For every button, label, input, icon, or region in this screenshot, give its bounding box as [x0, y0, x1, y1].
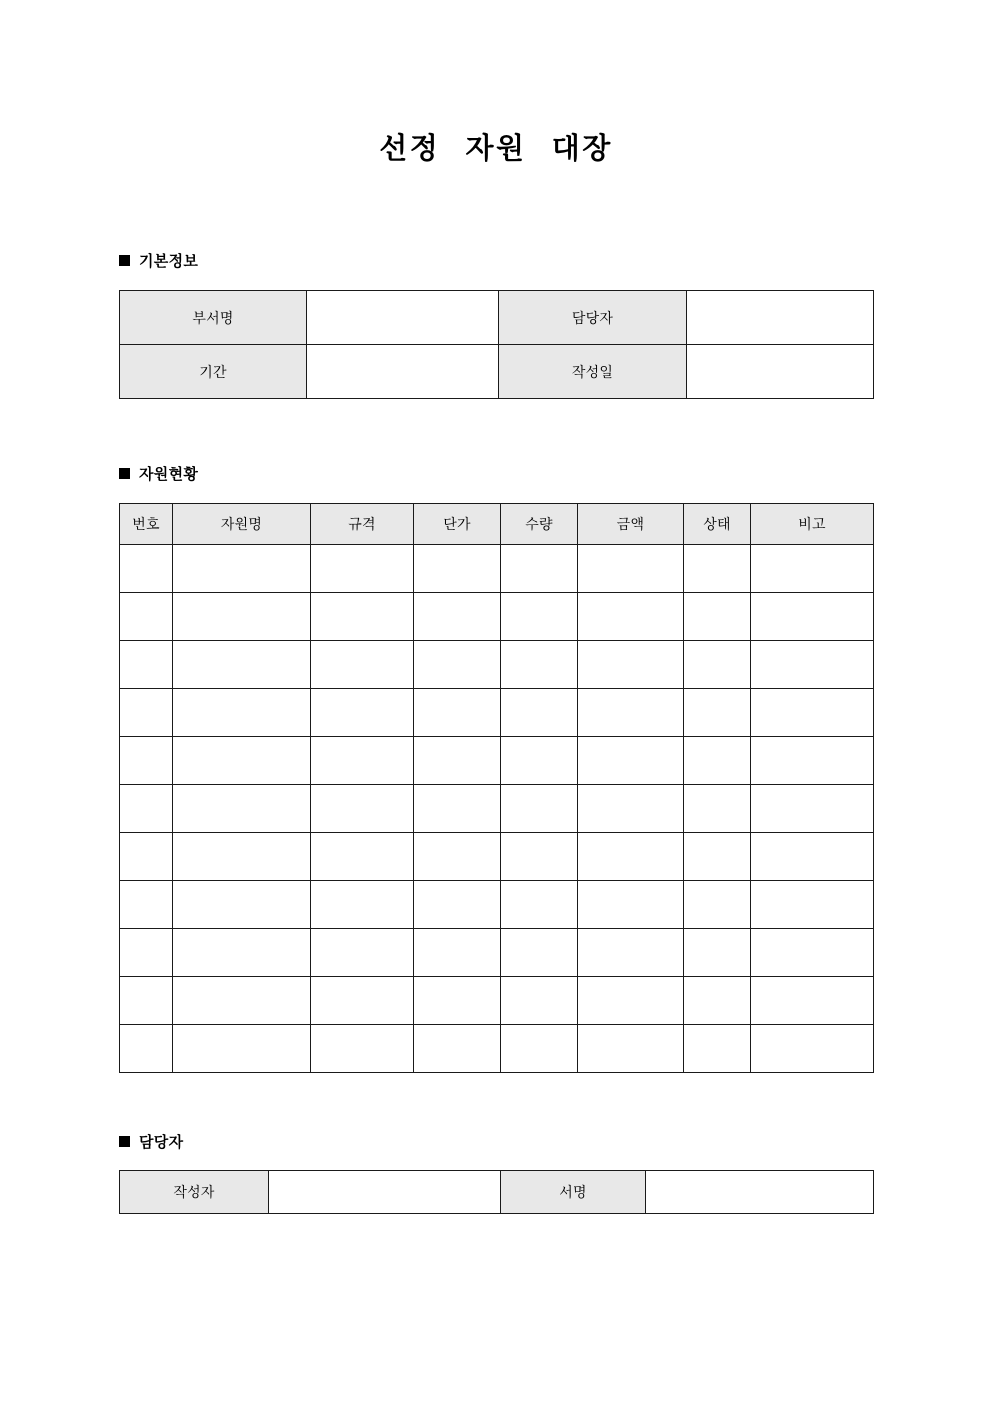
table-row: [120, 593, 874, 641]
cell-remarks[interactable]: [751, 833, 874, 881]
cell-state[interactable]: [684, 785, 751, 833]
cell-amount[interactable]: [578, 689, 684, 737]
cell-quantity[interactable]: [501, 881, 578, 929]
cell-state[interactable]: [684, 977, 751, 1025]
cell-remarks[interactable]: [751, 689, 874, 737]
cell-state[interactable]: [684, 689, 751, 737]
cell-spec[interactable]: [311, 977, 414, 1025]
cell-amount[interactable]: [578, 881, 684, 929]
field-value-period[interactable]: [307, 345, 499, 399]
filled-square-icon: [119, 1136, 130, 1147]
column-header-spec: 규격: [311, 504, 414, 545]
cell-no[interactable]: [120, 785, 173, 833]
cell-state[interactable]: [684, 881, 751, 929]
column-header-amount: 금액: [578, 504, 684, 545]
table-row: [120, 641, 874, 689]
cell-quantity[interactable]: [501, 689, 578, 737]
resource-status-body: [120, 545, 874, 1073]
cell-amount[interactable]: [578, 785, 684, 833]
cell-amount[interactable]: [578, 593, 684, 641]
cell-unit-price[interactable]: [414, 545, 501, 593]
cell-no[interactable]: [120, 689, 173, 737]
table-row: [120, 545, 874, 593]
cell-resource-name[interactable]: [173, 689, 311, 737]
field-value-department[interactable]: [307, 291, 499, 345]
cell-unit-price[interactable]: [414, 785, 501, 833]
column-header-unit-price: 단가: [414, 504, 501, 545]
cell-remarks[interactable]: [751, 593, 874, 641]
table-row: [120, 1025, 874, 1073]
filled-square-icon: [119, 468, 130, 479]
cell-unit-price[interactable]: [414, 1025, 501, 1073]
cell-spec[interactable]: [311, 593, 414, 641]
table-row: [120, 689, 874, 737]
cell-quantity[interactable]: [501, 929, 578, 977]
cell-spec[interactable]: [311, 929, 414, 977]
cell-spec[interactable]: [311, 1025, 414, 1073]
section-heading-owner: [119, 1131, 183, 1152]
section-heading-label: 자원현황: [139, 465, 199, 483]
cell-no[interactable]: [120, 977, 173, 1025]
cell-quantity[interactable]: [501, 833, 578, 881]
cell-no[interactable]: [120, 1025, 173, 1073]
table-header-row: [120, 504, 874, 545]
cell-quantity[interactable]: [501, 641, 578, 689]
cell-remarks[interactable]: [751, 1025, 874, 1073]
cell-amount[interactable]: [578, 545, 684, 593]
cell-spec[interactable]: [311, 641, 414, 689]
cell-state[interactable]: [684, 641, 751, 689]
cell-no[interactable]: [120, 833, 173, 881]
column-header-quantity: 수량: [501, 504, 578, 545]
field-label-department: 부서명: [120, 291, 307, 345]
table-row: [120, 345, 874, 399]
field-value-signature[interactable]: [646, 1171, 874, 1214]
cell-remarks[interactable]: [751, 737, 874, 785]
cell-amount[interactable]: [578, 833, 684, 881]
field-label-signature: 서명: [501, 1171, 646, 1214]
cell-spec[interactable]: [311, 689, 414, 737]
cell-unit-price[interactable]: [414, 689, 501, 737]
cell-state[interactable]: [684, 833, 751, 881]
table-row: [120, 737, 874, 785]
section-heading-label: 기본정보: [139, 252, 199, 270]
cell-no[interactable]: [120, 881, 173, 929]
column-header-resource-name: 자원명: [173, 504, 311, 545]
cell-no[interactable]: [120, 593, 173, 641]
cell-resource-name[interactable]: [173, 737, 311, 785]
cell-remarks[interactable]: [751, 929, 874, 977]
basic-info-table: [119, 290, 874, 399]
column-header-remarks: 비고: [751, 504, 874, 545]
cell-resource-name[interactable]: [173, 881, 311, 929]
cell-amount[interactable]: [578, 641, 684, 689]
cell-remarks[interactable]: [751, 977, 874, 1025]
cell-quantity[interactable]: [501, 737, 578, 785]
cell-resource-name[interactable]: [173, 593, 311, 641]
cell-spec[interactable]: [311, 545, 414, 593]
cell-spec[interactable]: [311, 785, 414, 833]
field-value-manager[interactable]: [687, 291, 874, 345]
table-row: [120, 881, 874, 929]
resource-status-table: [119, 503, 874, 1073]
cell-state[interactable]: [684, 545, 751, 593]
cell-unit-price[interactable]: [414, 881, 501, 929]
owner-table: [119, 1170, 874, 1214]
table-row: [120, 833, 874, 881]
cell-quantity[interactable]: [501, 593, 578, 641]
field-label-manager: 담당자: [499, 291, 687, 345]
table-row: [120, 785, 874, 833]
cell-spec[interactable]: [311, 833, 414, 881]
section-heading-basic-info: [119, 250, 198, 271]
cell-state[interactable]: [684, 1025, 751, 1073]
field-value-author[interactable]: [269, 1171, 501, 1214]
cell-amount[interactable]: [578, 1025, 684, 1073]
cell-remarks[interactable]: [751, 545, 874, 593]
cell-unit-price[interactable]: [414, 977, 501, 1025]
cell-quantity[interactable]: [501, 1025, 578, 1073]
field-label-period: 기간: [120, 345, 307, 399]
cell-remarks[interactable]: [751, 641, 874, 689]
cell-remarks[interactable]: [751, 881, 874, 929]
table-row: [120, 1171, 874, 1214]
column-header-no: 번호: [120, 504, 173, 545]
section-heading-label: 담당자: [139, 1133, 184, 1151]
cell-quantity[interactable]: [501, 545, 578, 593]
cell-quantity[interactable]: [501, 977, 578, 1025]
cell-resource-name[interactable]: [173, 785, 311, 833]
cell-amount[interactable]: [578, 929, 684, 977]
cell-spec[interactable]: [311, 881, 414, 929]
cell-amount[interactable]: [578, 737, 684, 785]
cell-remarks[interactable]: [751, 785, 874, 833]
cell-state[interactable]: [684, 737, 751, 785]
cell-resource-name[interactable]: [173, 929, 311, 977]
cell-resource-name[interactable]: [173, 977, 311, 1025]
cell-unit-price[interactable]: [414, 929, 501, 977]
page-title: 선정 자원 대장: [379, 131, 613, 165]
cell-no[interactable]: [120, 737, 173, 785]
cell-amount[interactable]: [578, 977, 684, 1025]
cell-unit-price[interactable]: [414, 641, 501, 689]
section-heading-resource-status: [119, 463, 198, 484]
cell-resource-name[interactable]: [173, 1025, 311, 1073]
cell-state[interactable]: [684, 593, 751, 641]
filled-square-icon: [119, 255, 130, 266]
cell-no[interactable]: [120, 545, 173, 593]
table-row: [120, 291, 874, 345]
cell-resource-name[interactable]: [173, 833, 311, 881]
cell-unit-price[interactable]: [414, 737, 501, 785]
field-label-author: 작성자: [120, 1171, 269, 1214]
cell-no[interactable]: [120, 641, 173, 689]
cell-state[interactable]: [684, 929, 751, 977]
cell-resource-name[interactable]: [173, 641, 311, 689]
field-label-created-date: 작성일: [499, 345, 687, 399]
cell-resource-name[interactable]: [173, 545, 311, 593]
cell-quantity[interactable]: [501, 785, 578, 833]
field-value-created-date[interactable]: [687, 345, 874, 399]
table-row: [120, 977, 874, 1025]
column-header-state: 상태: [684, 504, 751, 545]
cell-unit-price[interactable]: [414, 593, 501, 641]
cell-unit-price[interactable]: [414, 833, 501, 881]
table-row: [120, 929, 874, 977]
cell-spec[interactable]: [311, 737, 414, 785]
cell-no[interactable]: [120, 929, 173, 977]
